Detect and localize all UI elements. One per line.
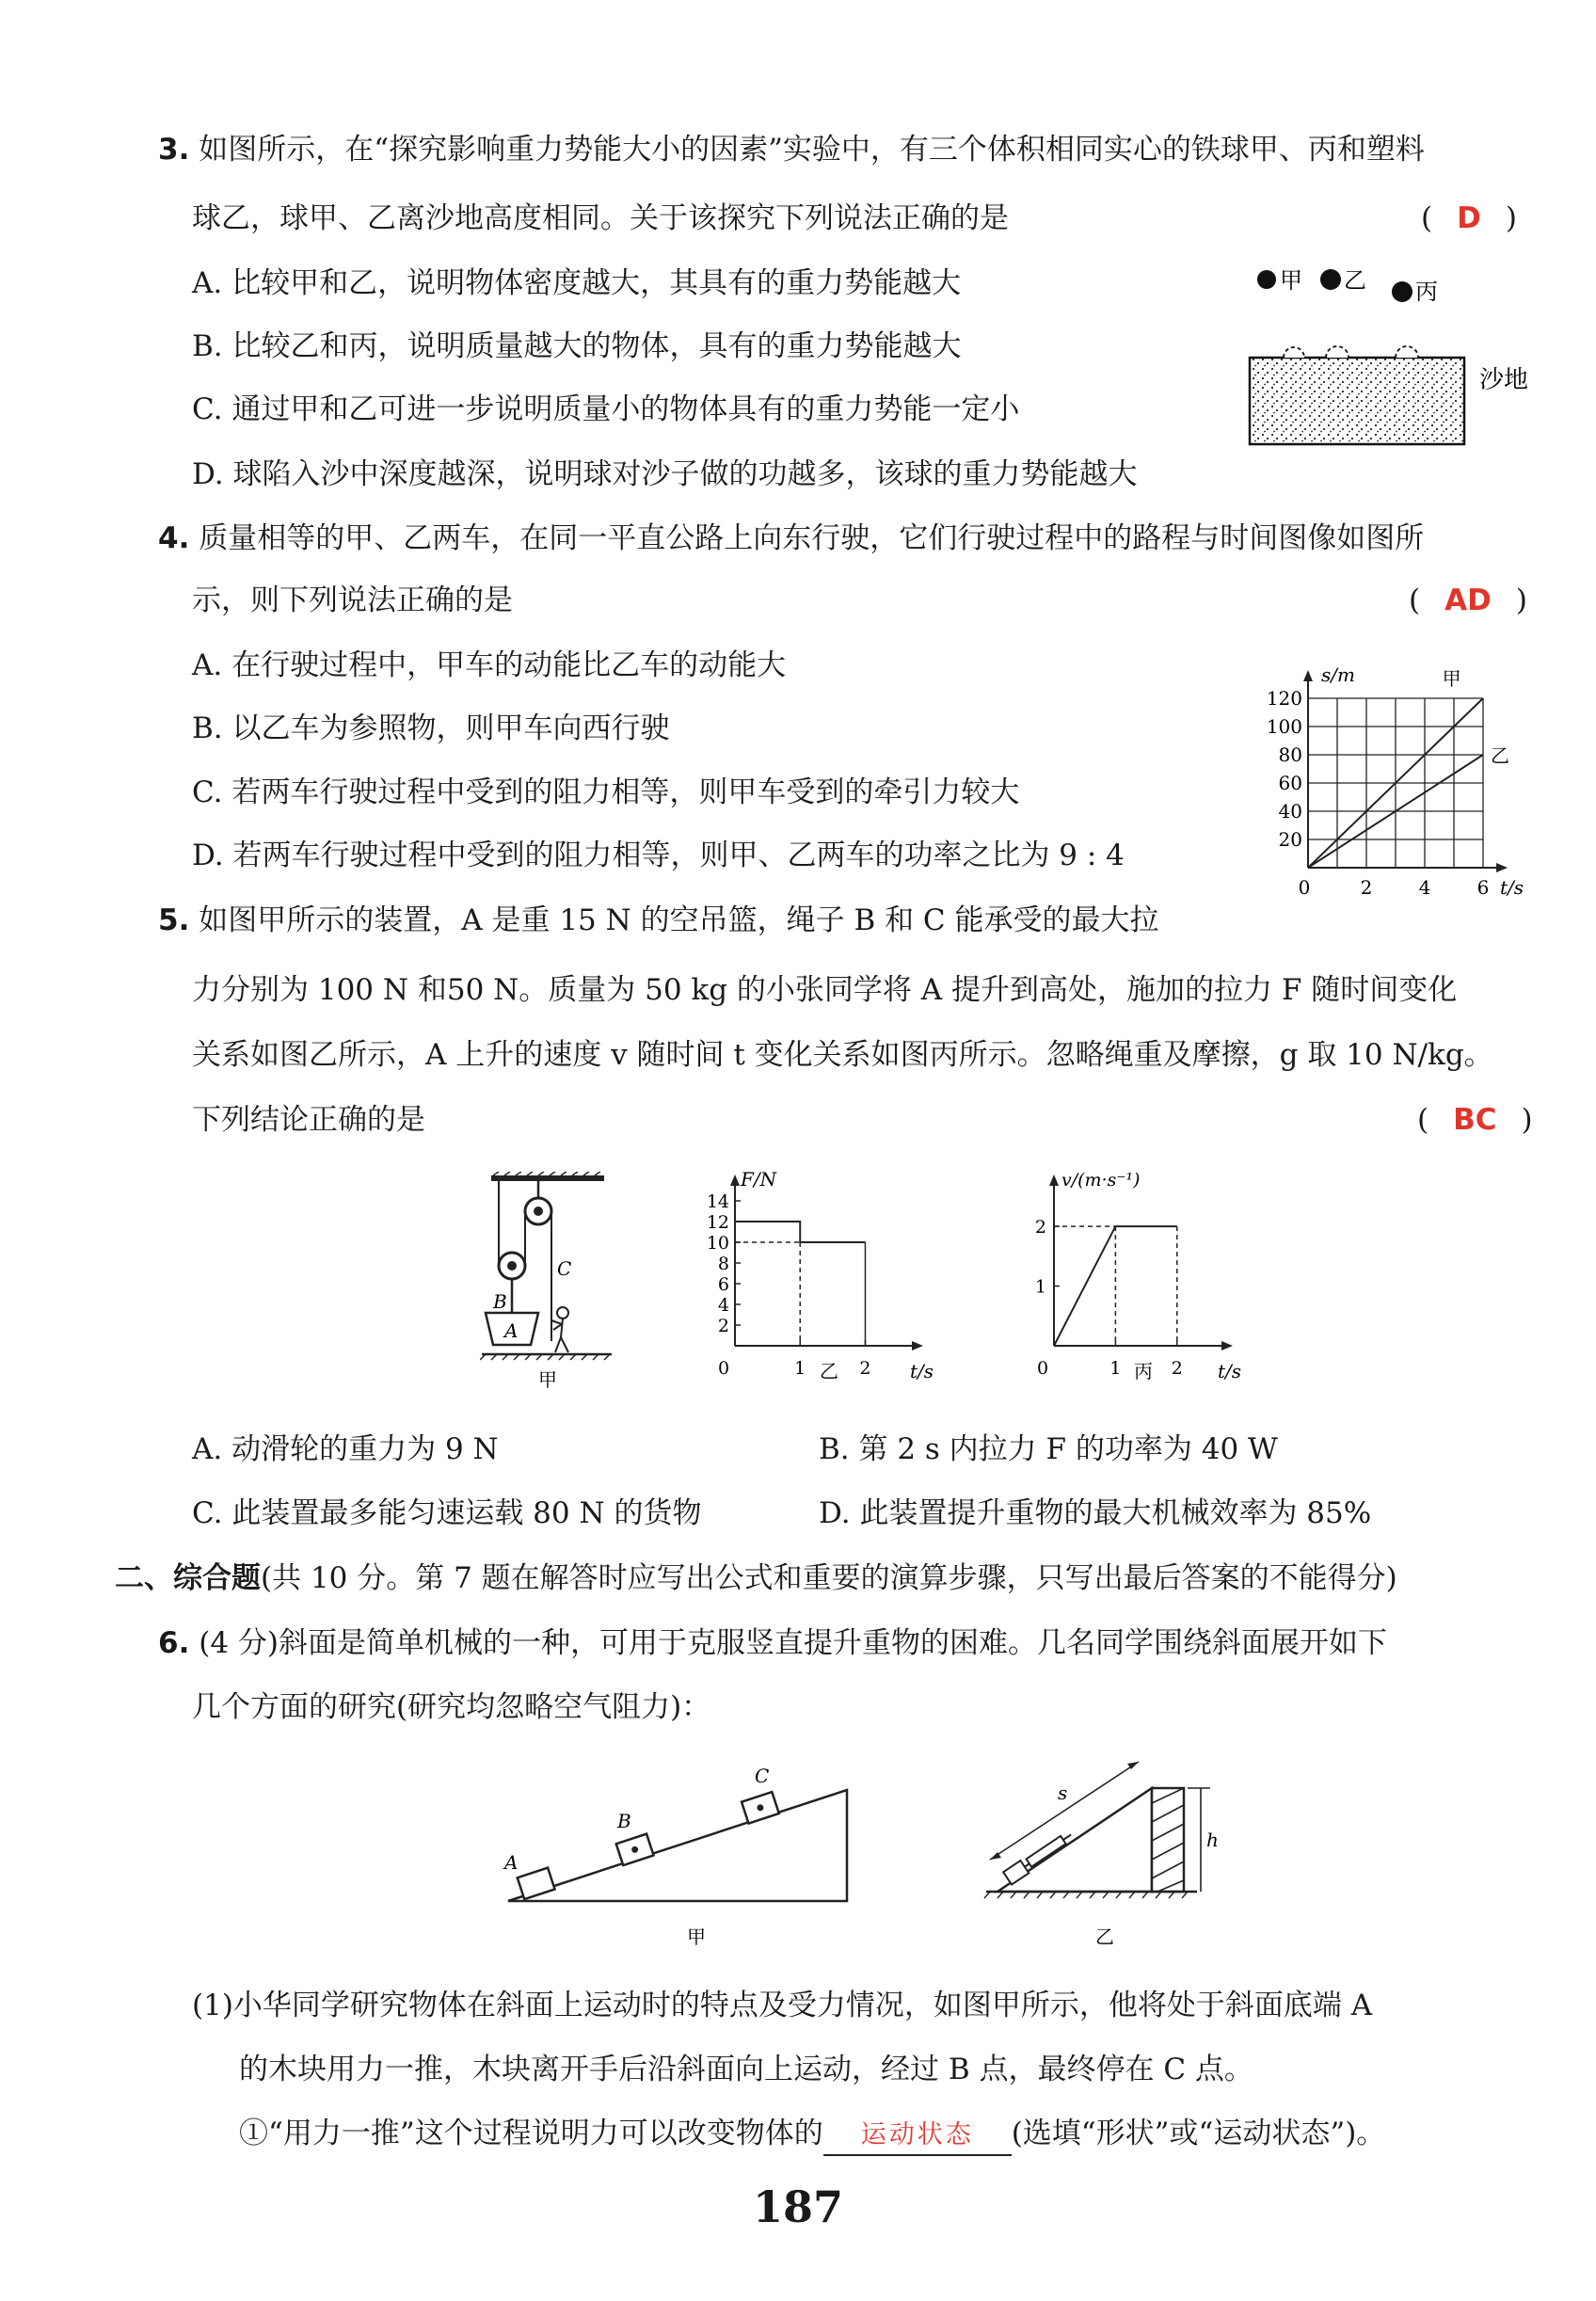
q3-answer: D	[1457, 201, 1481, 235]
q6-part1-line2: 的木块用力一推，木块离开手后沿斜面向上运动，经过 B 点，最终停在 C 点。	[239, 2053, 1253, 2086]
q6-line1	[158, 1624, 1387, 1662]
label-h: h	[1206, 1829, 1219, 1851]
y-axis-label: F/N	[741, 1168, 777, 1190]
fig-caption-jia: 甲	[538, 1368, 557, 1391]
y-tick-label: 20	[1278, 828, 1302, 851]
sand-box	[1250, 358, 1464, 444]
q5-chart-F-t	[682, 1167, 946, 1393]
q6-sub1-prefix: ①“用力一推”这个过程说明力可以改变物体的	[239, 2117, 823, 2150]
ball-yi	[1320, 269, 1341, 290]
y-tick-label: 100	[1266, 715, 1302, 738]
q6-figure-incline-jia	[489, 1750, 866, 1957]
y-tick-label: 6	[717, 1274, 729, 1295]
q3-number: 3.	[158, 133, 190, 167]
page-number: 187	[752, 2181, 844, 2232]
x-axis-label: t/s	[1500, 876, 1524, 899]
x-tick-label: 4	[1418, 876, 1431, 899]
q6-sub1	[239, 2115, 1385, 2156]
y-tick-label: 2	[1034, 1217, 1046, 1238]
x-tick-label: 0	[1036, 1358, 1049, 1379]
series-line-F	[735, 1222, 865, 1242]
y-axis-arrow	[730, 1174, 740, 1186]
q5-option-d: D. 此装置提升重物的最大机械效率为 85%	[819, 1496, 1372, 1530]
q4-answer: AD	[1444, 583, 1492, 617]
label-B: B	[493, 1290, 507, 1313]
q4-chart-s-t	[1242, 642, 1553, 915]
y-tick-label: 80	[1278, 743, 1302, 766]
x-tick-label: 2	[859, 1358, 871, 1379]
y-tick-label: 14	[706, 1191, 729, 1212]
x-tick-label: 0	[1298, 876, 1311, 899]
q5-stem-line1: 如图甲所示的装置，A 是重 15 N 的空吊篮，绳子 B 和 C 能承受的最大拉	[199, 903, 1159, 937]
y-tick-label: 40	[1278, 800, 1302, 823]
x-axis-label: t/s	[910, 1360, 934, 1382]
q4-option-b: B. 以乙车为参照物，则甲车向西行驶	[192, 711, 670, 745]
q5-option-a: A. 动滑轮的重力为 9 N	[192, 1432, 499, 1466]
q6-part1-line1: (1)小华同学研究物体在斜面上运动时的特点及受力情况，如图甲所示，他将处于斜面底端 A	[192, 1989, 1373, 2022]
q3-option-b: B. 比较乙和丙，说明质量越大的物体，具有的重力势能越大	[192, 329, 962, 363]
y-axis-label: s/m	[1321, 663, 1355, 686]
ball-bing-label: 丙	[1415, 279, 1438, 305]
q3-figure-balls-sand	[1242, 254, 1553, 452]
y-tick-label: 4	[717, 1295, 729, 1316]
y-tick-label: 10	[706, 1233, 729, 1254]
q5-option-b: B. 第 2 s 内拉力 F 的功率为 40 W	[819, 1432, 1278, 1466]
q3-line1	[158, 131, 1425, 168]
fig-caption-jia: 甲	[687, 1925, 706, 1948]
q3-option-a: A. 比较甲和乙，说明物体密度越大，其具有的重力势能越大	[192, 266, 962, 300]
label-C: C	[557, 1257, 572, 1280]
q3-option-c: C. 通过甲和乙可进一步说明质量小的物体具有的重力势能一定小	[192, 392, 1020, 426]
x-axis-arrow	[1221, 1341, 1233, 1350]
section2-header	[115, 1559, 1397, 1597]
q4-answer-box: ( AD )	[1409, 583, 1527, 617]
section2-desc: (共 10 分。第 7 题在解答时应写出公式和重要的演算步骤，只写出最后答案的不能得分)	[261, 1561, 1397, 1595]
q6-stem-line1: (4 分)斜面是简单机械的一种，可用于克服竖直提升重物的困难。几名同学围绕斜面展开如下	[199, 1626, 1387, 1660]
label-s: s	[1058, 1782, 1068, 1804]
x-tick-label: 2	[1360, 876, 1373, 899]
label-C: C	[755, 1765, 770, 1787]
q4-stem-line1: 质量相等的甲、乙两车，在同一平直公路上向东行驶，它们行驶过程中的路程与时间图像如图所	[199, 521, 1425, 555]
y-tick-label: 120	[1266, 687, 1302, 710]
q4-stem-line2: 示，则下列说法正确的是	[192, 583, 513, 617]
q5-line1	[158, 902, 1159, 939]
ball-yi-label: 乙	[1344, 267, 1366, 294]
y-tick-label: 60	[1278, 772, 1302, 794]
q6-stem-line2: 几个方面的研究(研究均忽略空气阻力)：	[192, 1690, 711, 1724]
label-B: B	[617, 1810, 631, 1832]
x-axis-arrow	[912, 1341, 923, 1350]
q4-option-c: C. 若两车行驶过程中受到的阻力相等，则甲车受到的牵引力较大	[192, 775, 1020, 809]
q4-option-d: D. 若两车行驶过程中受到的阻力相等，则甲、乙两车的功率之比为 9 : 4	[192, 839, 1125, 872]
series-label-jia: 甲	[1442, 667, 1461, 690]
q6-figure-incline-yi	[979, 1750, 1261, 1957]
label-A: A	[504, 1319, 519, 1342]
q4-line1	[158, 519, 1424, 557]
ball-bing	[1392, 281, 1412, 302]
x-axis-arrow	[1496, 863, 1508, 872]
x-tick-label: 2	[1171, 1358, 1183, 1379]
y-tick-label: 8	[717, 1254, 729, 1274]
fig-caption-bing: 丙	[1134, 1360, 1153, 1382]
q4-option-a: A. 在行驶过程中，甲车的动能比乙车的动能大	[192, 648, 787, 682]
q4-number: 4.	[158, 521, 190, 555]
y-axis-arrow	[1049, 1174, 1059, 1186]
x-tick-label: 0	[717, 1358, 730, 1379]
q6-sub1-suffix: (选填“形状”或“运动状态”)。	[1011, 2117, 1386, 2150]
q5-option-c: C. 此装置最多能匀速运载 80 N 的货物	[192, 1496, 702, 1530]
y-tick-label: 1	[1034, 1276, 1046, 1298]
fig-caption-yi: 乙	[820, 1360, 838, 1382]
ball-jia	[1257, 270, 1276, 289]
q6-sub1-answer[interactable]: 运动状态	[823, 2117, 1012, 2156]
person-body	[551, 1318, 568, 1352]
q6-number: 6.	[158, 1626, 190, 1660]
q5-answer-box: ( BC )	[1417, 1103, 1533, 1137]
person-head	[557, 1307, 568, 1318]
q5-stem-line3: 关系如图乙所示，A 上升的速度 v 随时间 t 变化关系如图丙所示。忽略绳重及摩擦，g 取 10 N/kg。	[192, 1038, 1493, 1072]
series-label-yi: 乙	[1491, 744, 1509, 767]
incline	[508, 1790, 847, 1901]
ceiling	[491, 1175, 604, 1181]
q3-option-d: D. 球陷入沙中深度越深，说明球对沙子做的功越多，该球的重力势能越大	[192, 457, 1138, 491]
x-axis-label: t/s	[1218, 1360, 1242, 1382]
sand-dent	[1284, 346, 1418, 358]
y-axis-arrow	[1303, 670, 1313, 681]
y-tick-label: 2	[717, 1316, 729, 1336]
fig-caption-yi: 乙	[1095, 1925, 1114, 1948]
q5-stem-line2: 力分别为 100 N 和50 N。质量为 50 kg 的小张同学将 A 提升到高处，施加的拉力 F 随时间变化	[192, 973, 1458, 1007]
q3-answer-box: ( D )	[1421, 201, 1517, 235]
y-axis-label: v/(m·s⁻¹)	[1061, 1170, 1141, 1190]
section2-title: 二、综合题	[115, 1561, 261, 1595]
q5-figure-pulley	[480, 1172, 621, 1398]
q5-answer: BC	[1453, 1103, 1497, 1137]
q5-chart-v-t	[1026, 1167, 1270, 1393]
y-tick-label: 12	[706, 1212, 729, 1233]
x-tick-label: 1	[794, 1358, 806, 1379]
q3-stem-line1: 如图所示，在“探究影响重力势能大小的因素”实验中，有三个体积相同实心的铁球甲、丙和塑料	[199, 133, 1425, 167]
x-tick-label: 1	[1109, 1358, 1122, 1379]
q5-stem-line4: 下列结论正确的是	[192, 1103, 425, 1137]
ball-jia-label: 甲	[1280, 267, 1302, 294]
q5-number: 5.	[158, 903, 190, 937]
label-A: A	[504, 1851, 519, 1874]
q3-stem-line2: 球乙，球甲、乙离沙地高度相同。关于该探究下列说法正确的是	[192, 201, 1009, 235]
x-tick-label: 6	[1476, 876, 1490, 899]
sand-label: 沙地	[1479, 366, 1529, 394]
